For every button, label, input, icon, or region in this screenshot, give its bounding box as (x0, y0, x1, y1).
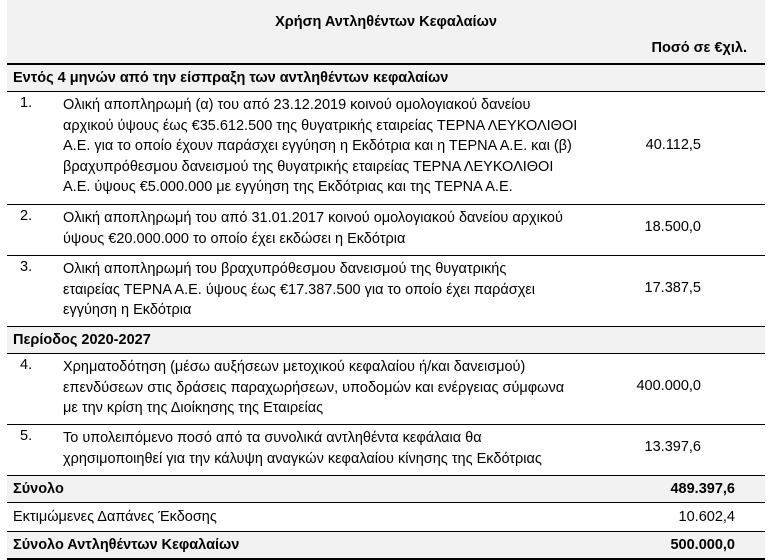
description-line: βραχυπρόθεσμου δανεισμού της θυγατρικής εταιρείας ΤΕΡΝΑ ΛΕΥΚΟΛΙΘΟΙ (63, 158, 554, 175)
row-description (63, 354, 585, 423)
description-line: Το υπολειπόμενο ποσό από τα συνολικά αντληθέντα κεφάλαια θα (63, 430, 482, 446)
row-description (63, 425, 585, 473)
description-line: εταιρείας ΤΕΡΝΑ Α.Ε. ύψους έως €17.387.500 για το οποίο έχει παράσχει (63, 281, 535, 298)
row-description (63, 92, 585, 202)
row-description (63, 205, 585, 253)
section-header-4-months: Εντός 4 μηνών από την είσπραξη των αντληθέντων κεφαλαίων (7, 65, 765, 92)
description-line: αρχικού ύψους έως €35.612.500 της θυγατρικής εταιρείας ΤΕΡΝΑ ΛΕΥΚΟΛΙΘΟΙ (63, 117, 578, 134)
grand-total-amount: 500.000,0 (670, 537, 735, 553)
row-number: 4. (20, 357, 33, 373)
description-line: Χρηματοδότηση (μέσω αυξήσεων μετοχικού κεφαλαίου ή/και δανεισμού) (63, 359, 526, 375)
table-header (7, 0, 765, 65)
description-line: Ολική αποπληρωμή του βραχυπρόθεσμου δανεισμού της θυγατρικής (63, 261, 507, 277)
description-line: Ολική αποπληρωμή του από 31.01.2017 κοινού ομολογιακού δανείου αρχικού (63, 210, 563, 226)
row-amount: 400.000,0 (636, 378, 701, 394)
subtotal-label: Σύνολο (13, 481, 64, 497)
row-number: 1. (20, 95, 33, 111)
description-line: εγγύηση η Εκδότρια (63, 302, 192, 318)
expenses-row (7, 503, 765, 532)
row-number: 3. (20, 259, 33, 275)
table-row (7, 92, 765, 205)
grand-total-row (7, 532, 765, 560)
description-line: Ολική αποπληρωμή (α) του από 23.12.2019 κοινού ομολογιακού δανείου (63, 97, 531, 113)
grand-total-label: Σύνολο Αντληθέντων Κεφαλαίων (13, 537, 240, 553)
row-number: 5. (20, 428, 33, 444)
description-line: επενδύσεων στις δράσεις παραχωρήσεων, υποδομών και ενέργειας σύμφωνα (63, 379, 565, 396)
capital-use-table (7, 0, 765, 560)
table-row (7, 425, 765, 476)
description-line: ύψους €20.000.000 το οποίο έχει εκδώσει η Εκδότρια (63, 230, 406, 247)
row-description (63, 256, 585, 325)
expenses-label: Εκτιμώμενες Δαπάνες Έκδοσης (13, 509, 217, 525)
description-line: Α.Ε. ύψους €5.000.000 με εγγύηση της Εκδότριας και της ΤΕΡΝΑ Α.Ε. (63, 179, 513, 195)
subtotal-amount: 489.397,6 (670, 481, 735, 497)
table-row (7, 354, 765, 425)
row-amount: 13.397,6 (644, 439, 701, 455)
amount-column-header: Ποσό σε €χιλ. (651, 40, 747, 56)
row-amount: 40.112,5 (645, 137, 701, 153)
row-number: 2. (20, 208, 33, 224)
table-title: Χρήση Αντληθέντων Κεφαλαίων (275, 14, 497, 30)
row-amount: 18.500,0 (644, 219, 701, 235)
expenses-amount: 10.602,4 (678, 509, 735, 525)
description-line: Α.Ε. για το οποίο έχουν παράσχει εγγύηση η Εκδότρια και η ΤΕΡΝΑ Α.Ε. και (β) (63, 138, 572, 154)
row-amount: 17.387,5 (644, 280, 701, 296)
subtotal-row (7, 476, 765, 503)
description-line: χρησιμοποιηθεί για την κάλυψη αναγκών κεφαλαίου κίνησης της Εκδότριας (63, 450, 542, 467)
section-header-period: Περίοδος 2020-2027 (7, 327, 765, 354)
table-row (7, 205, 765, 256)
table-row (7, 256, 765, 327)
description-line: με την κρίση της Διοίκησης της Εταιρείας (63, 400, 324, 416)
